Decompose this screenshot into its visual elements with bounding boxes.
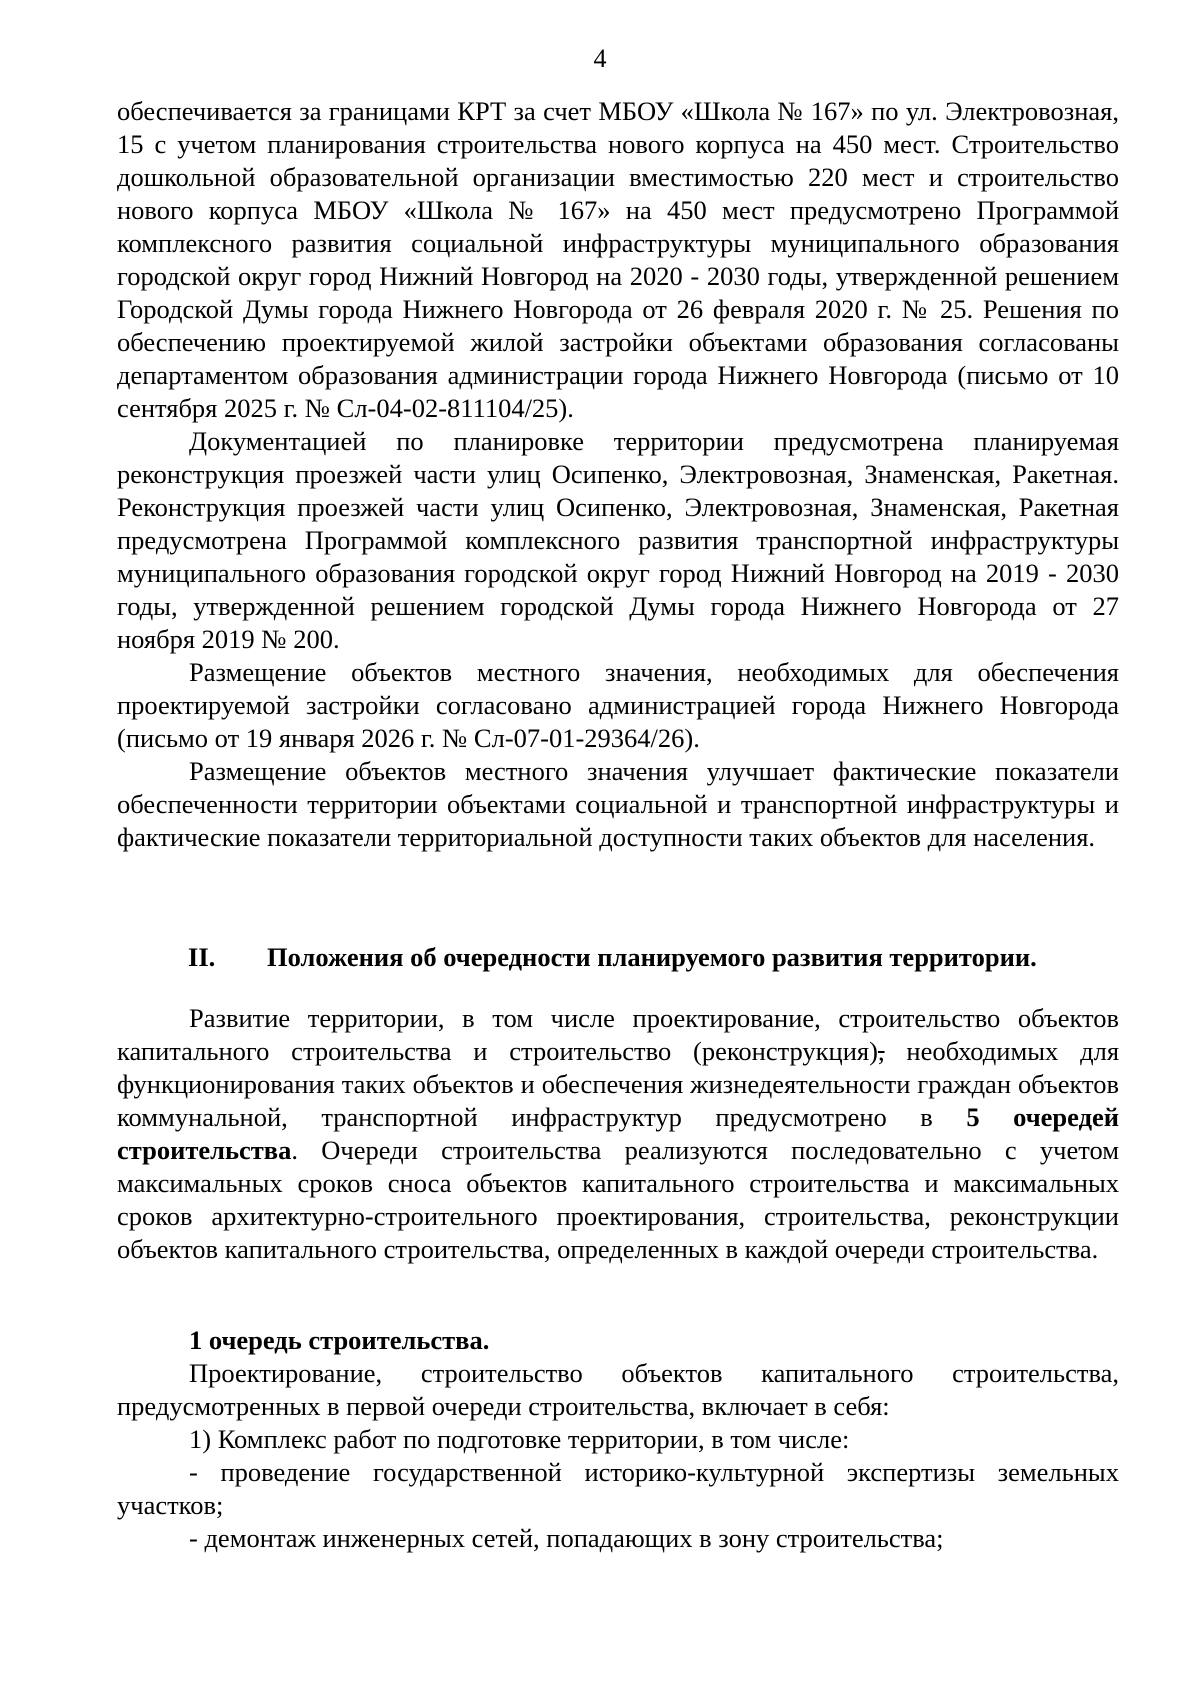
text-block-first-stage — [117, 1324, 1119, 1555]
text-block-upper — [117, 95, 1119, 854]
struck-comma: , — [877, 1036, 885, 1066]
section-title: Положения об очередности планируемого развития территории. — [267, 942, 1037, 972]
paragraph-development-stages — [117, 1002, 1119, 1266]
paragraph-local-objects-agreement: Размещение объектов местного значения, необходимых для обеспечения проектируемой застройки согласовано администрацией города Нижнего Новгорода (письмо от 19 января 2026 г. № Сл-07-01-29364/26). — [117, 657, 1119, 753]
paragraph-development-stages-part-b: необходимых для функционирования таких объектов и обеспечения жизнедеятельности граждан объектов коммунальной, транспортной инфраструктур предусмотрено в — [117, 1036, 1120, 1132]
list-item-network-dismantling: - демонтаж инженерных сетей, попадающих в зону строительства; — [189, 1523, 944, 1553]
page-number: 4 — [593, 44, 607, 73]
stages-count-bold: 5 очередей строительства — [117, 1102, 1120, 1165]
list-item-heritage-expertise: - проведение государственной историко-культурной экспертизы земельных участков; — [117, 1457, 1119, 1520]
first-stage-subheading: 1 очередь строительства. — [189, 1325, 490, 1355]
paragraph-development-stages-part-c: . Очереди строительства реализуются последовательно с учетом максимальных сроков сноса объектов капитального строительства и максимальных сроков архитектурно-строительного проектирования, строительства, реконструкции объектов капитального строительства, определенных в каждой очереди строительства. — [117, 1135, 1119, 1264]
list-item-site-preparation: 1) Комплекс работ по подготовке территории, в том числе: — [189, 1424, 850, 1454]
section-number: II. — [188, 942, 216, 972]
paragraph-development-stages-part-a: Развитие территории, в том числе проектирование, строительство объектов капитального строительства и строительство (реконструкция) — [117, 1003, 1119, 1066]
paragraph-first-stage-intro: Проектирование, строительство объектов капитального строительства, предусмотренных в первой очереди строительства, включает в себя: — [117, 1358, 1119, 1421]
paragraph-road-reconstruction: Документацией по планировке территории предусмотрена планируемая реконструкция проезжей части улиц Осипенко, Электровозная, Знаменская, Ракетная. Реконструкция проезжей части улиц Осипенко, Электровозная, Знаменская, Ракетная предусмотрена Программой комплексного развития транспортной инфраструктуры муниципального образования городской округ город Нижний Новгород на 2019 - 2030 годы, утвержденной решением городской Думы города Нижнего Новгорода от 27 ноября 2019 № 200. — [117, 426, 1119, 654]
paragraph-local-objects-improvement: Размещение объектов местного значения улучшает фактические показатели обеспеченности территории объектами социальной и транспортной инфраструктуры и фактические показатели территориальной доступности таких объектов для населения. — [117, 756, 1119, 852]
text-block-sequencing — [117, 1002, 1119, 1266]
paragraph-school-provision: обеспечивается за границами КРТ за счет МБОУ «Школа № 167» по ул. Электровозная, 15 с учетом планирования строительства нового корпуса на 450 мест. Строительство дошкольной образовательной организации вместимостью 220 мест и строительство нового корпуса МБОУ «Школа № 167» на 450 мест предусмотрено Программой комплексного развития социальной инфраструктуры муниципального образования городской округ город Нижний Новгород на 2020 - 2030 годы, утвержденной решением Городской Думы города Нижнего Новгорода от 26 февраля 2020 г. № 25. Решения по обеспечению проектируемой жилой застройки объектами образования согласованы департаментом образования администрации города Нижнего Новгорода (письмо от 10 сентября 2025 г. № Сл-04-02-811104/25). — [117, 96, 1119, 423]
